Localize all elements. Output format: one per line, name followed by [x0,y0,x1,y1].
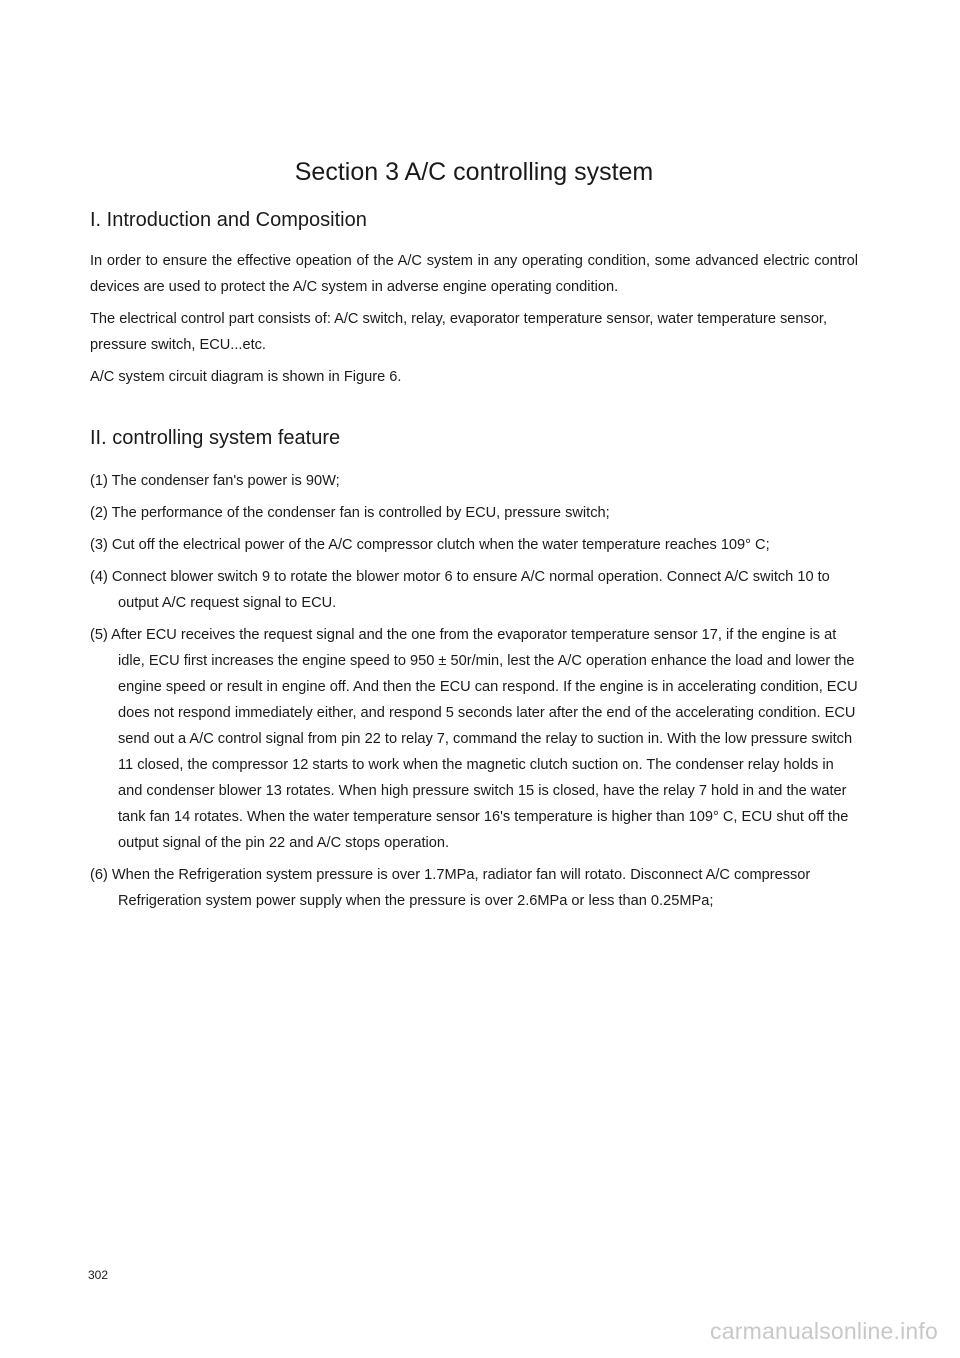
feature-number: (1) [90,473,108,489]
intro-paragraph: In order to ensure the effective opeation of the A/C system in any operating condition, some advanced electric control devices are used to protect the A/C system in adverse engine operating condition. [90,253,858,295]
feature-text: Cut off the electrical power of the A/C compressor clutch when the water temperature reaches 109° C; [111,537,770,553]
feature-item [90,500,860,526]
feature-text: The condenser fan's power is 90W; [111,473,340,489]
feature-number: (2) [90,505,108,521]
intro-paragraph: A/C system circuit diagram is shown in Figure 6. [90,369,402,385]
feature-number: (3) [90,537,108,553]
feature-text: When the Refrigeration system pressure is over 1.7MPa, radiator fan will rotato. Disconnect A/C compressor Refrigeration system power supply when the pressure is over 2.6MPa or less than 0.25MPa; [111,867,811,909]
features-list [90,468,860,920]
watermark[interactable]: carmanualsonline.info [710,1318,938,1344]
features-heading: II. controlling system feature [90,427,341,449]
page-number: 302 [88,1268,109,1282]
feature-item [90,564,860,616]
page-title: Section 3 A/C controlling system [294,158,654,186]
feature-text: The performance of the condenser fan is controlled by ECU, pressure switch; [111,505,610,521]
feature-text: Connect blower switch 9 to rotate the blower motor 6 to ensure A/C normal operation. Connect A/C switch 10 to output A/C request signal to ECU. [111,569,830,611]
feature-number: (4) [90,569,108,585]
feature-item [90,862,860,914]
feature-number: (5) [90,627,108,643]
feature-item [90,622,860,856]
feature-item [90,532,860,558]
feature-number: (6) [90,867,108,883]
intro-paragraph: The electrical control part consists of: A/C switch, relay, evaporator temperature sensor, water temperature sensor, pressure switch, ECU...etc. [90,311,828,353]
intro-body [90,248,858,396]
intro-heading: I. Introduction and Composition [90,209,367,231]
feature-text: After ECU receives the request signal and the one from the evaporator temperature sensor 17, if the engine is at idle, ECU first increases the engine speed to 950 ± 50r/min, lest the A/C operation enhance the load and lower the engine speed or result in engine off. And then the ECU can respond. If the engine is in accelerating condition, ECU does not respond immediately either, and respond 5 seconds later after the end of the accelerating condition. ECU send out a A/C control signal from pin 22 to relay 7, command the relay to suction in. With the low pressure switch 11 closed, the compressor 12 starts to work when the magnetic clutch suction on. The condenser relay holds in and condenser blower 13 rotates. When high pressure switch 15 is closed, have the relay 7 hold in and the water tank fan 14 rotates. When the water temperature sensor 16's temperature is higher than 109° C, ECU shut off the output signal of the pin 22 and A/C stops operation. [111,627,858,851]
feature-item [90,468,860,494]
